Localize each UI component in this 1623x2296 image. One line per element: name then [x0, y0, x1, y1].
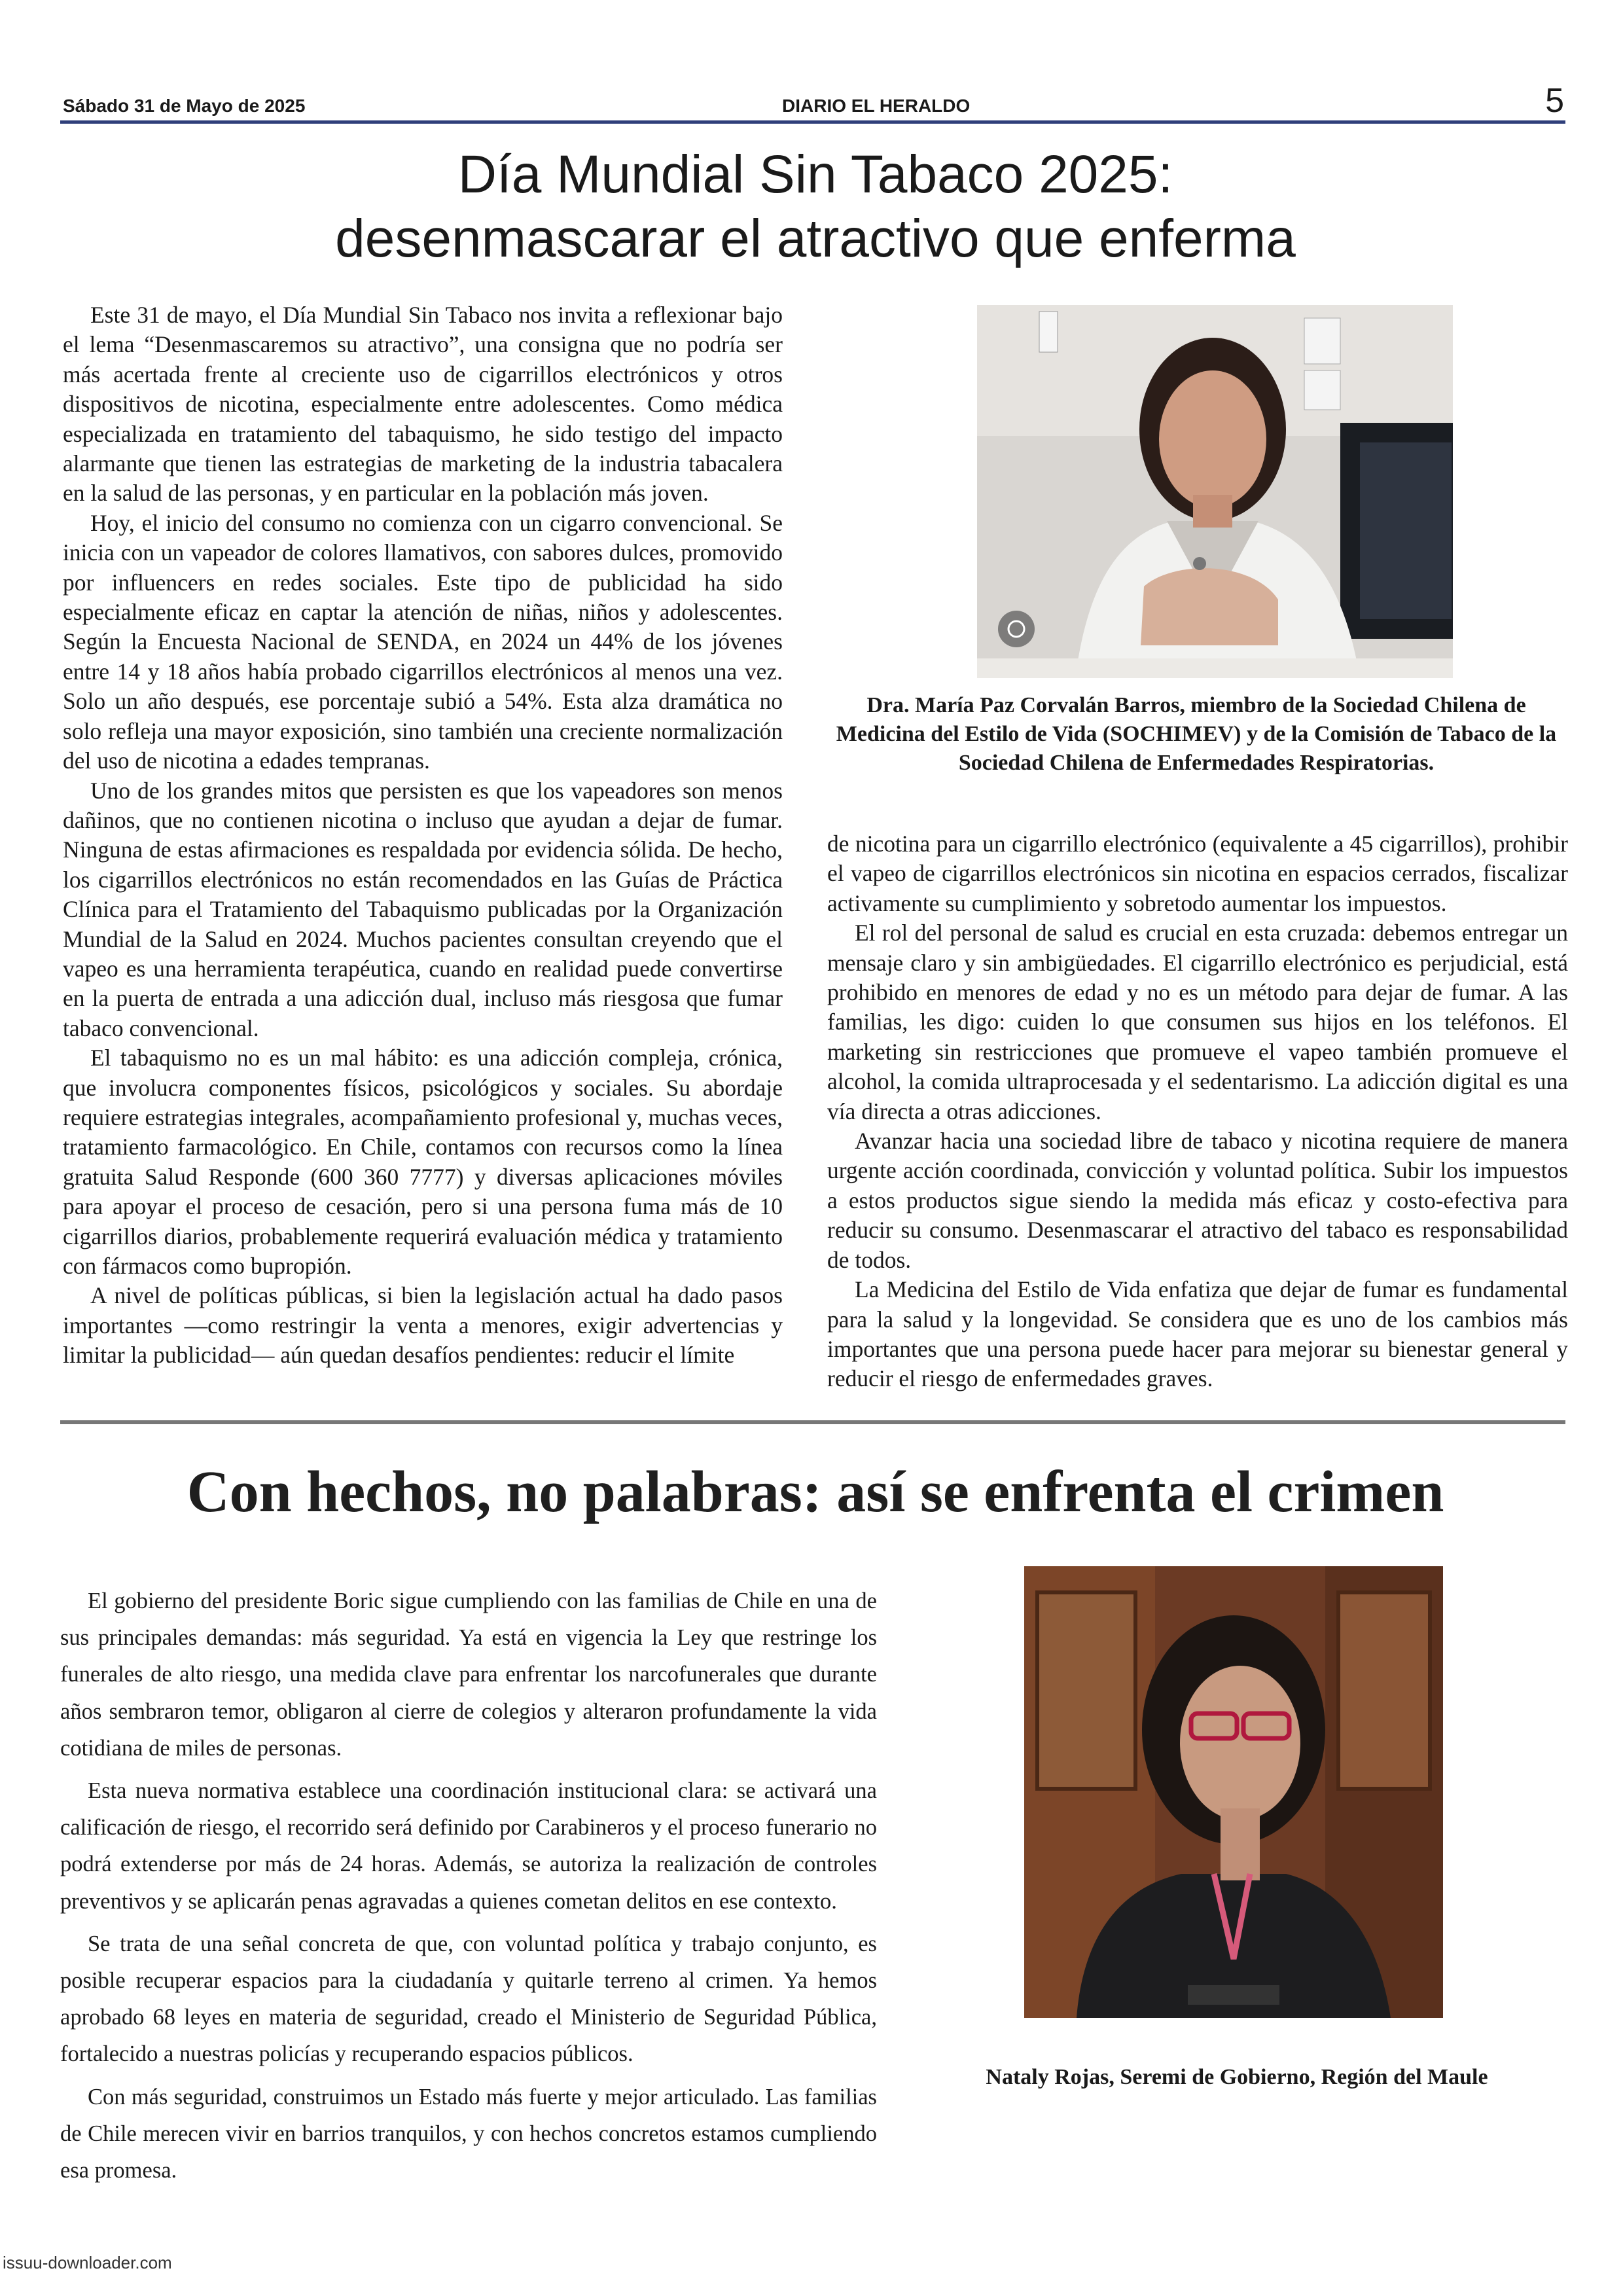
page-number: 5	[1545, 82, 1564, 120]
article1-column-left	[63, 300, 783, 1371]
article1-paragraph: Este 31 de mayo, el Día Mundial Sin Tabaco nos invita a reflexionar bajo el lema “Desenmascaremos su atractivo”, una consigna que no podría ser más acertada frente al creciente uso de cigarrillos electrónicos y otros dispositivos de nicotina, especialmente entre adolescentes. Como médica especializada en tratamiento del tabaquismo, he sido testigo del impacto alarmante que tienen las estrategias de marketing de la industria tabacalera en la salud de las personas, y en particular en la población más joven.	[63, 302, 783, 507]
article1-paragraph: Uno de los grandes mitos que persisten es que los vapeadores son menos dañinos, que no contienen nicotina o incluso que ayudan a dejar de fumar. Ninguna de estas afirmaciones es respaldada por evidencia sólida. De hecho, los cigarrillos electrónicos no están recomendados en las Guías de Práctica Clínica para el Tratamiento del Tabaquismo publicadas por la Organización Mundial de la Salud en 2024. Muchos pacientes consultan creyendo que el vapeo es una herramienta terapéutica, cuando en realidad puede convertirse en la puerta de entrada a una adicción dual, incluso más riesgosa que fumar tabaco convencional.	[63, 777, 783, 1041]
newspaper-name: DIARIO EL HERALDO	[782, 96, 971, 116]
photo-caption-corvalan: Dra. María Paz Corvalán Barros, miembro de la Sociedad Chilena de Medicina del Estilo de Vida (SOCHIMEV) y de la Comisión de Tabaco de la Sociedad Chilena de Enfermedades Respiratorias.	[836, 693, 1557, 775]
article1-column-right	[827, 829, 1568, 1394]
article2-paragraph: Con más seguridad, construimos un Estado más fuerte y mejor articulado. Las familias de Chile merecen vivir en barrios tranquilos, y con hechos concretos estamos cumpliendo esa promesa.	[60, 2084, 877, 2183]
portrait-photo-rojas	[1024, 1566, 1443, 2018]
article2-paragraph: El gobierno del presidente Boric sigue cumpliendo con las familias de Chile en una de sus principales demandas: más seguridad. Ya está en vigencia la Ley que restringe los funerales de alto riesgo, una medida clave para enfrentar los narcofunerales que durante años sembraron temor, obligaron al cierre de colegios y alteraron profundamente la vida cotidiana de miles de personas.	[60, 1588, 877, 1761]
article2-paragraph: Esta nueva normativa establece una coordinación institucional clara: se activará una calificación de riesgo, el recorrido será definido por Carabineros y el proceso funerario no podrá extenderse por más de 24 horas. Además, se autoriza la realización de controles preventivos y se aplicarán penas agravadas a quienes cometan delitos en ese contexto.	[60, 1778, 877, 1914]
article1-paragraph: El tabaquismo no es un mal hábito: es una adicción compleja, crónica, que involucra componentes físicos, psicológicos y sociales. Su abordaje requiere estrategias integrales, acompañamiento profesional y, muchas veces, tratamiento farmacológico. En Chile, contamos con recursos como la línea gratuita Salud Responde (600 360 7777) y diversas aplicaciones móviles para apoyar el proceso de cesación, pero si una persona fuma más de 10 cigarrillos diarios, probablemente requerirá evaluación médica y tratamiento con fármacos como bupropión.	[63, 1045, 783, 1279]
article2-paragraph: Se trata de una señal concreta de que, con voluntad política y trabajo conjunto, es posible recuperar espacios para la ciudadanía y quitarle terreno al crimen. Ya hemos aprobado 68 leyes en materia de seguridad, creado el Ministerio de Seguridad Pública, fortalecido a nuestras policías y recuperando espacios públicos.	[60, 1931, 877, 2067]
article1-paragraph: Hoy, el inicio del consumo no comienza con un cigarro convencional. Se inicia con un vapeador de colores llamativos, con sabores dulces, promovido por influencers en redes sociales. Este tipo de publicidad ha sido especialmente eficaz en captar la atención de niñas, niños y adolescentes. Según la Encuesta Nacional de SENDA, en 2024 un 44% de los jóvenes entre 14 y 18 años había probado cigarrillos electrónicos al menos una vez. Solo un año después, ese porcentaje subió a 54%. Esta alza dramática no solo refleja una mayor exposición, sino también una creciente normalización del uso de nicotina a edades tempranas.	[63, 509, 783, 774]
article2-title: Con hechos, no palabras: así se enfrenta el crimen	[187, 1460, 1444, 1524]
article1-title	[63, 143, 1568, 271]
issue-date: Sábado 31 de Mayo de 2025	[63, 96, 306, 116]
portrait-photo-corvalan	[977, 305, 1453, 678]
article1-paragraph: de nicotina para un cigarrillo electrónico (equivalente a 45 cigarrillos), prohibir el vapeo de cigarrillos electrónicos sin nicotina en espacios cerrados, fiscalizar activamente su cumplimiento y sobretodo aumentar los impuestos.	[827, 831, 1568, 916]
article1-title-line1: Día Mundial Sin Tabaco 2025:	[457, 145, 1173, 204]
photo-caption-rojas: Nataly Rojas, Seremi de Gobierno, Región del Maule	[986, 2065, 1488, 2089]
article1-title-line2: desenmascarar el atractivo que enferma	[335, 209, 1296, 268]
watermark-text: issuu-downloader.com	[3, 2253, 172, 2272]
article1-paragraph: A nivel de políticas públicas, si bien la legislación actual ha dado pasos importantes —como restringir la venta a menores, exigir advertencias y limitar la publicidad— aún quedan desafíos pendientes: reducir el límite	[63, 1282, 783, 1369]
article1-paragraph: El rol del personal de salud es crucial en esta cruzada: debemos entregar un mensaje claro y sin ambigüedades. El cigarrillo electrónico es perjudicial, está prohibido en menores de edad y no es un método para dejar de fumar. A las familias, les digo: cuiden lo que consumen sus hijos en los teléfonos. El marketing sin restricciones que promueve el vapeo también promueve el alcohol, la comida ultraprocesada y el sedentarismo. La adicción digital es una vía directa a otras adicciones.	[827, 920, 1568, 1124]
section-divider	[60, 1420, 1565, 1424]
article2-body	[60, 1583, 877, 2195]
article1-paragraph: Avanzar hacia una sociedad libre de tabaco y nicotina requiere de manera urgente acción coordinada, convicción y voluntad política. Subir los impuestos a estos productos sigue siendo la medida más eficaz y costo-efectiva para reducir su consumo. Desenmascarar el atractivo del tabaco es responsabilidad de todos.	[827, 1128, 1568, 1273]
article1-paragraph: La Medicina del Estilo de Vida enfatiza que dejar de fumar es fundamental para la salud y la longevidad. Se considera que es uno de los cambios más importantes que una persona puede hacer para mejorar su bienestar general y reducir el riesgo de enfermedades graves.	[827, 1276, 1568, 1392]
header-rule	[60, 120, 1565, 124]
